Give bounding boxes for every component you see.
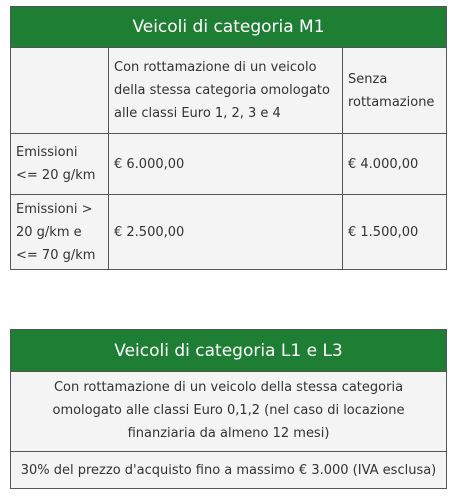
- table-row: [11, 134, 446, 195]
- table-row-label: Emissioni > 20 g/km e <= 70 g/km: [11, 195, 109, 269]
- table-l1-l3: [10, 329, 447, 489]
- table-m1: [10, 6, 447, 270]
- table-l1-l3-title: Veicoli di categoria L1 e L3: [11, 330, 446, 372]
- table-m1-title: Veicoli di categoria M1: [11, 7, 446, 48]
- table-m1-header-without-scrapping: Senza rottamazione: [348, 71, 435, 110]
- table-m1-header-with-scrapping: Con rottamazione di un veicolo della stessa categoria omologato alle classi Euro 1, 2, 3 e 4: [109, 48, 343, 133]
- table-m1-header-empty: [11, 48, 109, 133]
- table-row-without-scrapping: € 1.500,00: [348, 224, 419, 240]
- table-l1-l3-benefit: 30% del prezzo d'acquisto fino a massimo € 3.000 (IVA esclusa): [20, 462, 437, 478]
- table-row-with-scrapping: € 6.000,00: [109, 134, 343, 194]
- table-m1-header-row: [11, 48, 446, 134]
- table-l1-l3-condition-row: [11, 372, 446, 452]
- table-l1-l3-benefit-row: [11, 452, 446, 488]
- table-row-label: Emissioni <= 20 g/km: [11, 134, 109, 194]
- table-row: [11, 195, 446, 269]
- table-row-without-scrapping: € 4.000,00: [348, 156, 419, 172]
- table-l1-l3-condition: Con rottamazione di un veicolo della stessa categoria omologato alle classi Euro 0,1,2 (nel caso di locazione finanziaria da almeno 12 mesi): [52, 380, 405, 441]
- table-row-with-scrapping: € 2.500,00: [109, 195, 343, 269]
